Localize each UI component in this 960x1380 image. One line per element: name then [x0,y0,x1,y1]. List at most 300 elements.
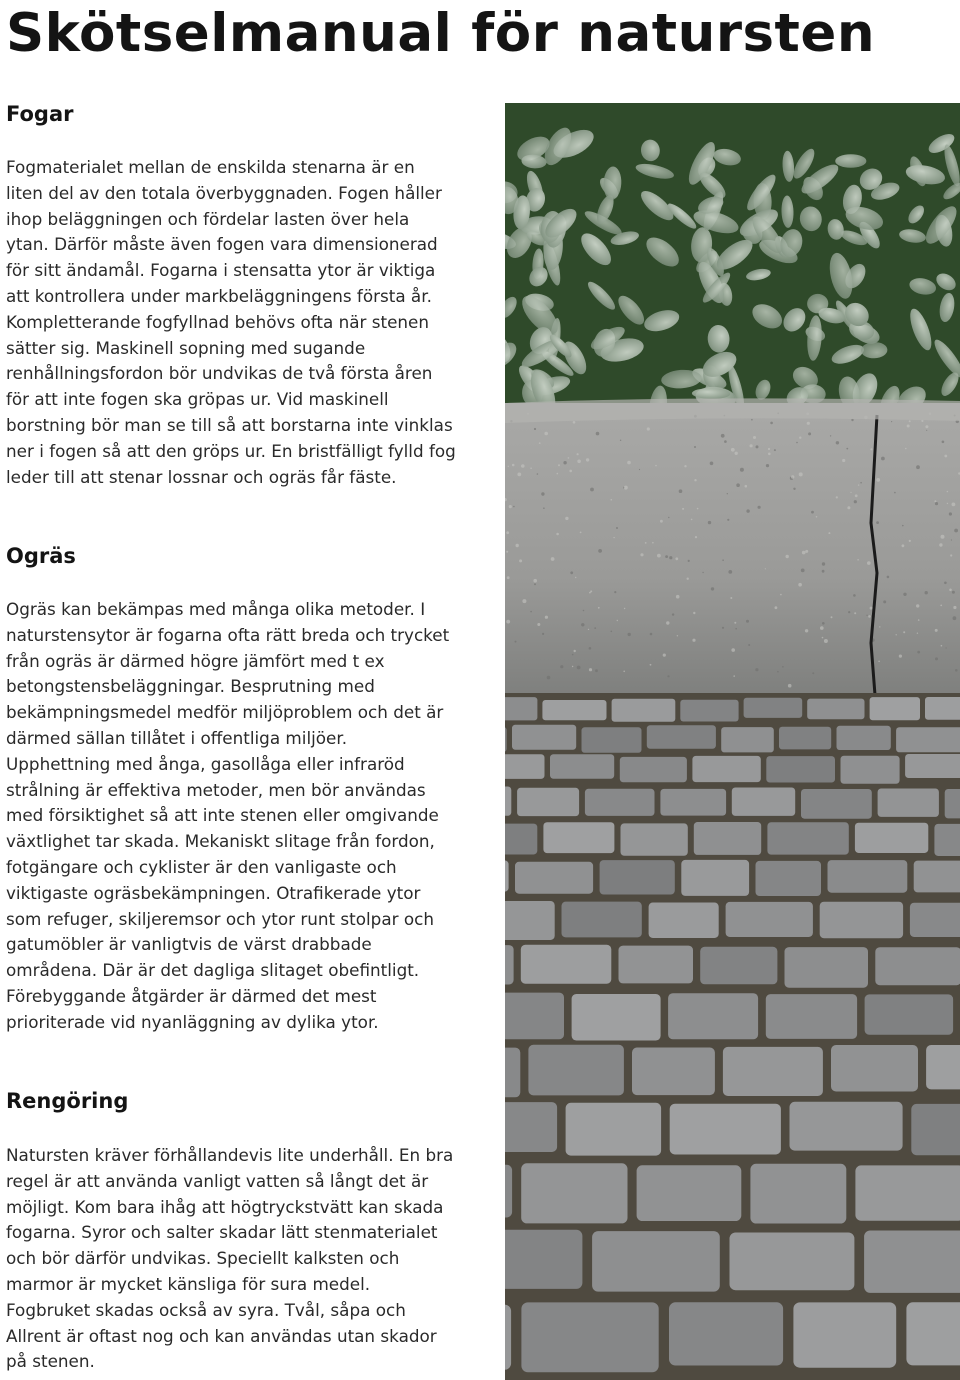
speckle [750,444,753,447]
cobblestone [790,1102,903,1151]
speckle [917,633,918,634]
speckle [765,568,766,569]
speckle [950,554,952,556]
speckle [572,654,574,656]
cobblestone [505,945,514,984]
speckle [519,559,522,562]
cobblestone [945,789,960,818]
speckle [708,521,711,524]
speckle [791,475,794,478]
speckle [954,529,958,533]
cobblestone [637,1165,742,1221]
speckle [676,595,680,599]
speckle [710,462,714,466]
speckle [568,457,570,459]
cobblestone [668,993,758,1039]
cobblestone [878,789,939,817]
speckle [854,500,857,503]
cobblestone [612,699,676,722]
speckle [627,461,631,465]
cobblestone [793,1302,896,1367]
cobblestone [585,789,655,816]
speckle [899,655,902,658]
speckle [647,427,650,430]
speckle [537,473,539,475]
cobblestone [801,789,872,819]
cobblestone [910,903,960,937]
cobblestone [505,1165,512,1218]
cobblestone [517,788,579,816]
speckle [545,616,548,619]
speckle [853,594,856,597]
speckle [628,633,631,636]
cobblestone [914,861,960,893]
speckle [589,647,592,650]
cobblestone [505,860,509,891]
cobblestone [562,902,642,938]
cobblestone [550,754,614,779]
speckle [570,571,573,574]
speckle [842,459,845,462]
cobblestone [766,756,835,782]
speckle [595,669,598,672]
speckle [808,432,811,435]
speckle [847,506,850,509]
speckle [586,458,589,461]
speckle [692,639,695,642]
speckle [521,464,525,468]
speckle [851,419,853,421]
speckle [798,583,802,587]
speckle [711,587,714,590]
cobblestone [828,860,908,893]
speckle [655,465,657,467]
speckle [909,540,911,542]
speckle [577,666,581,670]
cobblestone [680,700,738,722]
speckle [736,483,740,487]
speckle [702,572,703,573]
cobblestone [896,727,960,752]
cobblestone [592,1231,720,1292]
speckle [611,499,613,501]
speckle [515,641,517,643]
speckle [768,448,770,450]
speckle [746,620,749,623]
speckle [756,445,759,448]
cobblestone [505,1102,557,1152]
speckle [507,576,510,579]
cobblestone [505,1230,582,1289]
speckle [695,536,697,538]
speckle [668,517,669,518]
speckle [645,542,647,544]
speckle [949,512,952,515]
cobblestone [744,698,803,718]
speckle [855,494,858,497]
speckle [905,448,907,450]
speckle [640,553,643,556]
speckle [590,488,594,492]
cobblestone [542,700,606,720]
cobblestone [681,860,749,896]
speckle [556,533,559,536]
cobblestone [766,994,857,1039]
speckle [533,579,537,583]
speckle [903,593,906,596]
speckle [755,668,758,671]
speckle [672,613,674,615]
speckle [624,486,628,490]
speckle [512,464,515,467]
cobblestone [934,824,960,856]
speckle [534,583,536,585]
cobblestone [925,697,960,720]
speckle [854,612,856,614]
speckle [870,607,873,610]
cobblestone [521,1302,658,1372]
speckle [878,661,880,663]
speckle [786,555,789,558]
speckle [544,432,548,436]
speckle [952,503,956,507]
speckle [663,654,666,657]
cobblestone [620,757,687,782]
speckle [894,492,896,494]
section-text-ograss: Ogräs kan bekämpas med många olika metoder. I naturstensytor är fogarna ofta rätt breda och trycket från ogräs är därmed högre jämfört med t ex betongstensbeläggningar. Besprutning med bekämpningsmedel medför miljöproblem och det är därmed sällan tillåtet i offentliga miljöer. Upphettning med ånga, gasollåga eller infraröd strålning är effektiva metoder, men bör användas med försiktighet så att inte stenen eller omgivande växtlighet tar skada. Mekaniskt slitage från fordon, fotgängare och cyklister är den vanligaste och viktigaste ogräsbekämpningen. Otrafikerade ytor som refuger, skiljeremsor och ytor runt stolpar och gatumöbler är vanligtvis de värst drabbade områdena. Där är det dagliga slitaget obefintligt. Förebyggande åtgärder är därmed det mest prioriterade vid nyanläggning av dylika ytor. [6,599,450,1032]
speckle [870,448,872,450]
speckle [868,615,871,618]
speckle [517,473,521,477]
speckle [508,466,509,467]
speckle [694,479,696,481]
speckle [953,606,956,609]
speckle [728,570,732,574]
speckle [669,556,672,559]
speckle [542,633,544,635]
speckle [953,616,957,620]
speckle [805,629,808,632]
speckle [733,675,735,677]
garden-granite-photo-icon [505,103,960,1380]
speckle [940,605,942,607]
speckle [918,619,920,621]
speckle [530,467,532,469]
speckle [740,468,744,472]
speckle [828,532,830,534]
speckle [598,549,602,553]
speckle [916,465,920,469]
speckle [693,612,695,614]
cobblestone [721,727,774,752]
speckle [802,551,806,555]
speckle [876,478,880,482]
speckle [537,623,540,626]
cobblestone [621,823,688,855]
speckle [666,621,669,624]
speckle [697,508,699,510]
speckle [541,492,544,495]
speckle [650,664,652,666]
speckle [731,648,735,652]
speckle [598,607,600,609]
cobblestone [505,1305,511,1370]
speckle [857,559,859,561]
cobblestone [521,1163,627,1223]
speckle [822,562,825,565]
speckle [946,647,947,648]
speckle [522,599,526,603]
speckle [748,644,750,646]
speckle [796,442,798,444]
speckle [611,631,613,633]
speckle [939,543,942,546]
speckle [788,684,792,688]
speckle [639,469,640,470]
speckle [822,570,825,573]
cobblestone [807,699,864,720]
speckle [577,460,581,464]
cobblestone [505,787,511,816]
speckle [675,557,678,560]
speckle [684,465,686,467]
page-title: Skötselmanual för natursten [6,3,876,64]
speckle [831,616,833,618]
speckle [623,671,625,673]
speckle [820,626,824,630]
speckle [799,472,803,476]
cobblestone [505,901,555,940]
speckle [506,531,509,534]
speckle [613,537,614,538]
cobblestone [505,697,537,720]
speckle [594,627,596,629]
speckle [509,505,512,508]
cobblestone [505,727,507,752]
cobblestone [647,725,716,748]
speckle [660,520,663,523]
cobblestone [837,726,891,750]
speckle [907,425,910,428]
speckle [917,651,920,654]
speckle [925,425,928,428]
speckle [722,627,724,629]
cobblestone [670,1104,781,1155]
cobblestone [841,756,900,784]
speckle [896,634,897,635]
speckle [941,645,943,647]
speckle [577,453,579,455]
speckle [534,428,536,430]
cobblestone [820,902,903,939]
speckle [867,561,871,565]
cobblestone [723,1047,823,1096]
speckle [513,506,515,508]
cobblestone [600,860,675,894]
speckle [850,492,851,493]
speckle [539,442,541,444]
speckle [731,448,735,452]
cobblestone [660,789,726,816]
speckle [565,517,568,520]
speckle [836,496,838,498]
speckle [951,539,952,540]
cobblestone [543,822,614,853]
cobblestone [864,1231,960,1293]
cobblestone [512,725,576,750]
speckle [679,489,683,493]
speckle [807,422,810,425]
cobblestone [750,1164,846,1224]
speckle [617,620,618,621]
cobblestone [855,823,928,853]
speckle [883,600,886,603]
speckle [558,464,560,466]
speckle [657,554,661,558]
cobblestone [692,756,760,782]
speckle [941,535,945,539]
speckle [902,544,905,547]
speckle [848,611,850,613]
speckle [560,665,563,668]
speckle [734,622,736,624]
speckle [753,436,756,439]
section-heading-rengoring: Rengöring [6,1089,129,1113]
cobblestone [505,1048,520,1098]
cobblestone [870,697,920,720]
cobblestone [906,1302,960,1365]
speckle [727,519,729,521]
speckle [694,446,696,448]
speckle [516,544,519,547]
speckle [949,589,952,592]
speckle [812,672,814,674]
speckle [947,491,949,493]
speckle [551,557,555,561]
speckle [955,669,958,672]
speckle [557,473,559,475]
cobblestone [521,945,612,984]
speckle [735,452,738,455]
speckle [652,542,654,544]
cobblestone [528,1045,624,1096]
cobblestone [779,727,831,750]
cobblestone [694,822,761,855]
speckle [926,430,927,431]
speckle [935,629,938,632]
speckle [687,578,689,580]
speckle [934,500,936,502]
speckle [811,511,814,514]
speckle [770,422,773,425]
speckle [768,453,771,456]
section-heading-ograss: Ogräs [6,544,76,568]
speckle [530,611,532,613]
speckle [624,608,625,609]
speckle [876,521,879,524]
speckle [766,464,769,467]
speckle [588,629,589,630]
cobblestone [632,1048,715,1096]
cobblestones [505,697,960,1372]
speckle [925,591,928,594]
cobblestone [730,1233,855,1291]
speckle [881,457,885,461]
speckle [547,676,551,680]
speckle [751,419,753,421]
speckle [581,623,584,626]
speckle [947,503,948,504]
cobblestone [649,903,719,939]
speckle [616,527,618,529]
speckle [774,449,776,451]
speckle [952,591,955,594]
speckle [909,420,911,422]
cobblestone [875,947,960,985]
speckle [677,635,678,636]
cobblestone [911,1104,960,1155]
speckle [935,502,938,505]
speckle [801,569,805,573]
speckle [782,666,784,668]
speckle [830,435,831,436]
speckle [799,437,801,439]
speckle [887,576,890,579]
speckle [572,666,573,667]
speckle [665,555,668,558]
speckle [543,507,545,509]
speckle [721,434,725,438]
section-text-rengoring: Natursten kräver förhållandevis lite underhåll. En bra regel är att använda vanligt vatten så långt det är möjligt. Kom bara ihåg att högtryckstvätt kan skada fogarna. Syror och salter skadar lätt stenmaterialet och bör därför undvikas. Speciellt kalksten och marmor är mycket känsliga för sura medel. Fogbruket skadas också av syra. Tvål, såpa och Allrent är oftast nog och kan användas utan skador på stenen. [6,1145,454,1372]
speckle [735,628,737,630]
speckle [583,610,585,612]
speckle [682,508,684,510]
speckle [667,675,669,677]
cobblestone [505,754,545,779]
cobblestone [855,1165,960,1220]
speckle [777,671,779,673]
speckle [589,592,591,594]
garden-granite-photo [505,103,960,1380]
section-heading-fogar: Fogar [6,102,74,126]
cobblestone [566,1103,662,1156]
speckle [730,597,732,599]
cobblestone [926,1045,960,1089]
speckle [916,604,919,607]
speckle [944,455,947,458]
section-text-fogar: Fogmaterialet mellan de enskilda stenarna är en liten del av den totala överbyggnaden. Fogen håller ihop beläggningen och fördelar lasten över hela ytan. Därför måste även fogen vara dimensionerad för sitt ändamål. Fogarna i stensatta ytor är viktiga att kontrollera under markbeläggningens första år. Kompletterande fogfyllnad behövs ofta när stenen sätter sig. Maskinell sopning med sugande renhållningsfordon bör undvikas de två första åren för att inte fogen ska gröpas ur. Vid maskinell borstning bör man se till så att borstarna inte vinklas ner i fogen så att den gröps ur. En bristfälligt fylld fog leder till att stenar lossnar och ogräs får fäste. [6,157,456,487]
cobblestone [726,902,813,937]
speckle [573,421,576,424]
speckle [858,484,859,485]
speckle [902,525,904,527]
speckle [563,461,566,464]
cobblestone [619,946,694,984]
speckle [727,493,728,494]
speckle [891,421,892,422]
speckle [822,622,825,625]
speckle [775,606,778,609]
cobblestone [505,993,564,1040]
speckle [596,432,600,436]
speckle [816,516,818,518]
cobblestone [669,1302,783,1365]
speckle [722,559,724,561]
speckle [942,441,945,444]
cobblestone [505,824,537,855]
speckle [822,637,824,639]
cobblestone [831,1045,918,1092]
